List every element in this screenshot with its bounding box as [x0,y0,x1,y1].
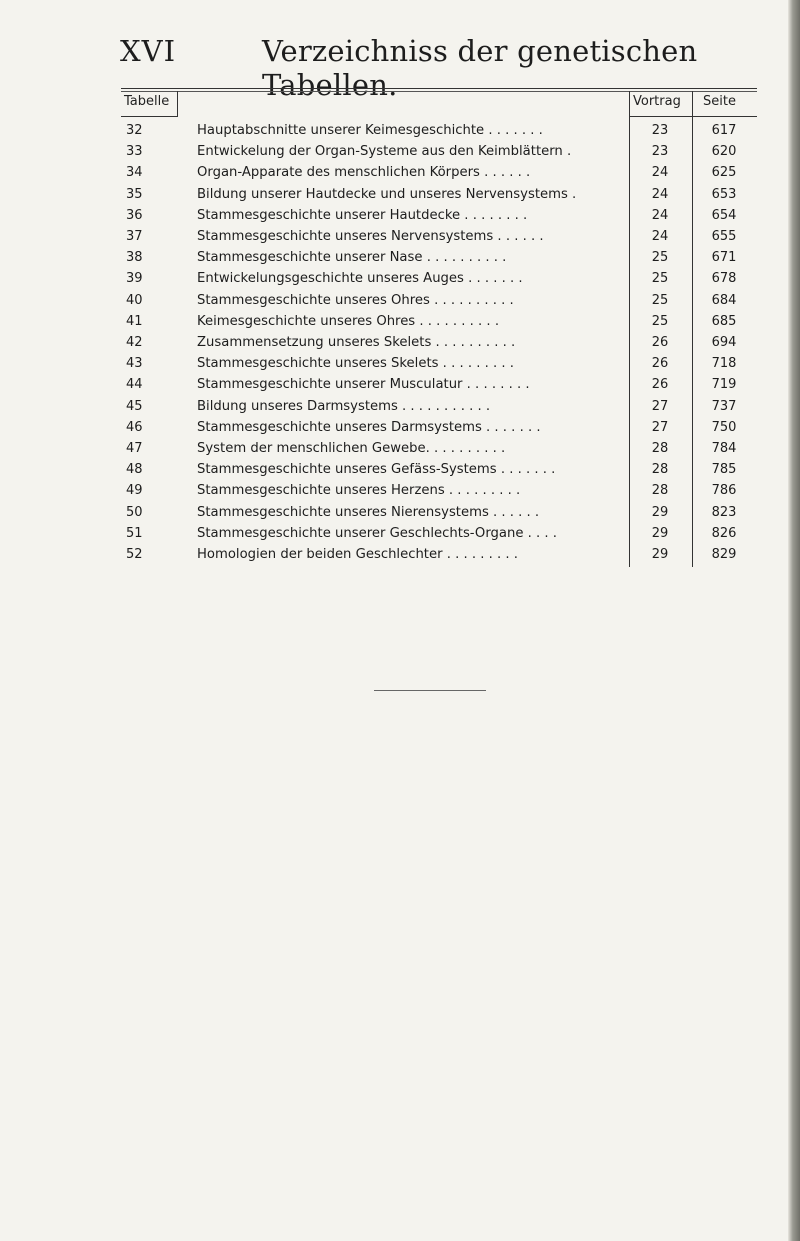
table-row [0,480,800,501]
row-topic: Stammesgeschichte unserer Nase . . . . . . . . . . [197,250,507,266]
row-seite: 678 [711,271,737,287]
row-topic: Bildung unseres Darmsystems . . . . . . . . . . . [197,398,491,414]
row-topic: System der menschlichen Gewebe. . . . . . . . . . [197,441,506,456]
row-seite: 684 [711,292,737,308]
row-topic: Stammesgeschichte unseres Darmsystems . . . . . . . [197,419,541,435]
row-vortrag: 26 [651,335,669,350]
row-topic: Entwickelungsgeschichte unseres Auges . . . . . . . [197,271,523,287]
column-header-tabelle: Tabelle [124,94,170,109]
row-number: 51 [126,525,143,541]
table-row [0,438,800,459]
row-number: 46 [126,419,143,435]
header-rule-bottom [121,91,757,92]
separator-tabelle [177,91,178,117]
row-topic: Entwickelung der Organ-Systeme aus den Keimblättern . [197,144,572,160]
table-row [0,184,800,205]
row-seite: 785 [711,462,737,478]
row-topic: Bildung unserer Hautdecke und unseres Nervensystems . [197,186,577,202]
row-topic: Homologien der beiden Geschlechter . . . . . . . . . [197,547,518,562]
row-seite: 617 [711,123,737,138]
column-header-seite: Seite [703,94,736,109]
row-topic: Zusammensetzung unseres Skelets . . . . . . . . . . [197,335,516,350]
table-row [0,544,800,565]
row-topic: Stammesgeschichte unseres Nierensystems . . . . . . [197,504,540,520]
row-topic: Organ-Apparate des menschlichen Körpers . . . . . . [197,165,531,181]
row-number: 38 [126,250,143,266]
row-topic: Hauptabschnitte unserer Keimesgeschichte . . . . . . . [197,123,543,138]
row-vortrag: 27 [651,398,669,414]
column-header-vortrag: Vortrag [633,94,681,109]
table-row [0,268,800,289]
row-vortrag: 27 [651,419,669,435]
row-number: 37 [126,229,143,244]
row-seite: 784 [711,441,737,456]
row-vortrag: 24 [651,229,669,244]
row-vortrag: 29 [651,525,669,541]
row-seite: 685 [711,313,737,329]
row-seite: 786 [711,483,737,499]
bottom-rule [374,690,486,691]
row-vortrag: 23 [651,144,669,160]
row-number: 48 [126,462,143,478]
row-vortrag: 23 [651,123,669,138]
row-seite: 719 [711,377,737,393]
row-seite: 655 [711,229,737,244]
row-seite: 826 [711,525,737,541]
row-number: 47 [126,441,143,456]
row-seite: 750 [711,419,737,435]
row-number: 49 [126,483,143,499]
row-number: 33 [126,144,143,160]
row-vortrag: 24 [651,207,669,223]
row-seite: 671 [711,250,737,266]
table-row [0,417,800,438]
row-topic: Keimesgeschichte unseres Ohres . . . . . . . . . . [197,313,500,329]
row-seite: 620 [711,144,737,160]
row-topic: Stammesgeschichte unseres Gefäss-Systems . . . . . . . [197,462,556,478]
row-number: 50 [126,504,143,520]
row-seite: 823 [711,504,737,520]
row-number: 45 [126,398,143,414]
row-topic: Stammesgeschichte unseres Nervensystems . . . . . . [197,229,544,244]
row-vortrag: 25 [651,313,669,329]
header-rule-top [121,88,757,89]
row-vortrag: 28 [651,483,669,499]
table-row [0,141,800,162]
table-row [0,290,800,311]
table-row [0,247,800,268]
row-seite: 829 [711,547,737,562]
table-row [0,502,800,523]
row-seite: 653 [711,186,737,202]
table-row [0,332,800,353]
table-row [0,226,800,247]
row-seite: 718 [711,356,737,372]
table-row [0,353,800,374]
row-number: 52 [126,547,143,562]
row-number: 44 [126,377,143,393]
row-number: 32 [126,123,143,138]
row-vortrag: 26 [651,377,669,393]
table-row [0,120,800,141]
row-vortrag: 28 [651,441,669,456]
row-seite: 625 [711,165,737,181]
row-topic: Stammesgeschichte unserer Musculatur . . . . . . . . [197,377,530,393]
row-vortrag: 28 [651,462,669,478]
row-vortrag: 26 [651,356,669,372]
page-number: XVI [120,34,177,68]
row-seite: 737 [711,398,737,414]
row-seite: 694 [711,335,737,350]
page-edge [788,0,800,1241]
row-topic: Stammesgeschichte unseres Skelets . . . . . . . . . [197,356,514,372]
table-row [0,311,800,332]
row-number: 41 [126,313,143,329]
row-number: 34 [126,165,143,181]
header-underline-tabelle [121,116,177,117]
row-topic: Stammesgeschichte unserer Geschlechts-Organe . . . . [197,525,557,541]
table-row [0,459,800,480]
row-topic: Stammesgeschichte unserer Hautdecke . . . . . . . . [197,207,528,223]
table-row [0,162,800,183]
page-title: Verzeichniss der genetischen Tabellen. [262,34,698,102]
row-vortrag: 25 [651,250,669,266]
table-row [0,205,800,226]
row-vortrag: 25 [651,271,669,287]
row-number: 35 [126,186,143,202]
table-row [0,396,800,417]
row-number: 39 [126,271,143,287]
table-row [0,374,800,395]
row-number: 42 [126,335,143,350]
row-vortrag: 24 [651,186,669,202]
row-number: 43 [126,356,143,372]
row-topic: Stammesgeschichte unseres Ohres . . . . . . . . . . [197,292,514,308]
row-vortrag: 29 [651,547,669,562]
row-number: 40 [126,292,143,308]
row-seite: 654 [711,207,737,223]
row-topic: Stammesgeschichte unseres Herzens . . . . . . . . . [197,483,521,499]
row-vortrag: 24 [651,165,669,181]
row-vortrag: 25 [651,292,669,308]
table-row [0,523,800,544]
header-underline-vortrag [629,116,757,117]
row-vortrag: 29 [651,504,669,520]
row-number: 36 [126,207,143,223]
